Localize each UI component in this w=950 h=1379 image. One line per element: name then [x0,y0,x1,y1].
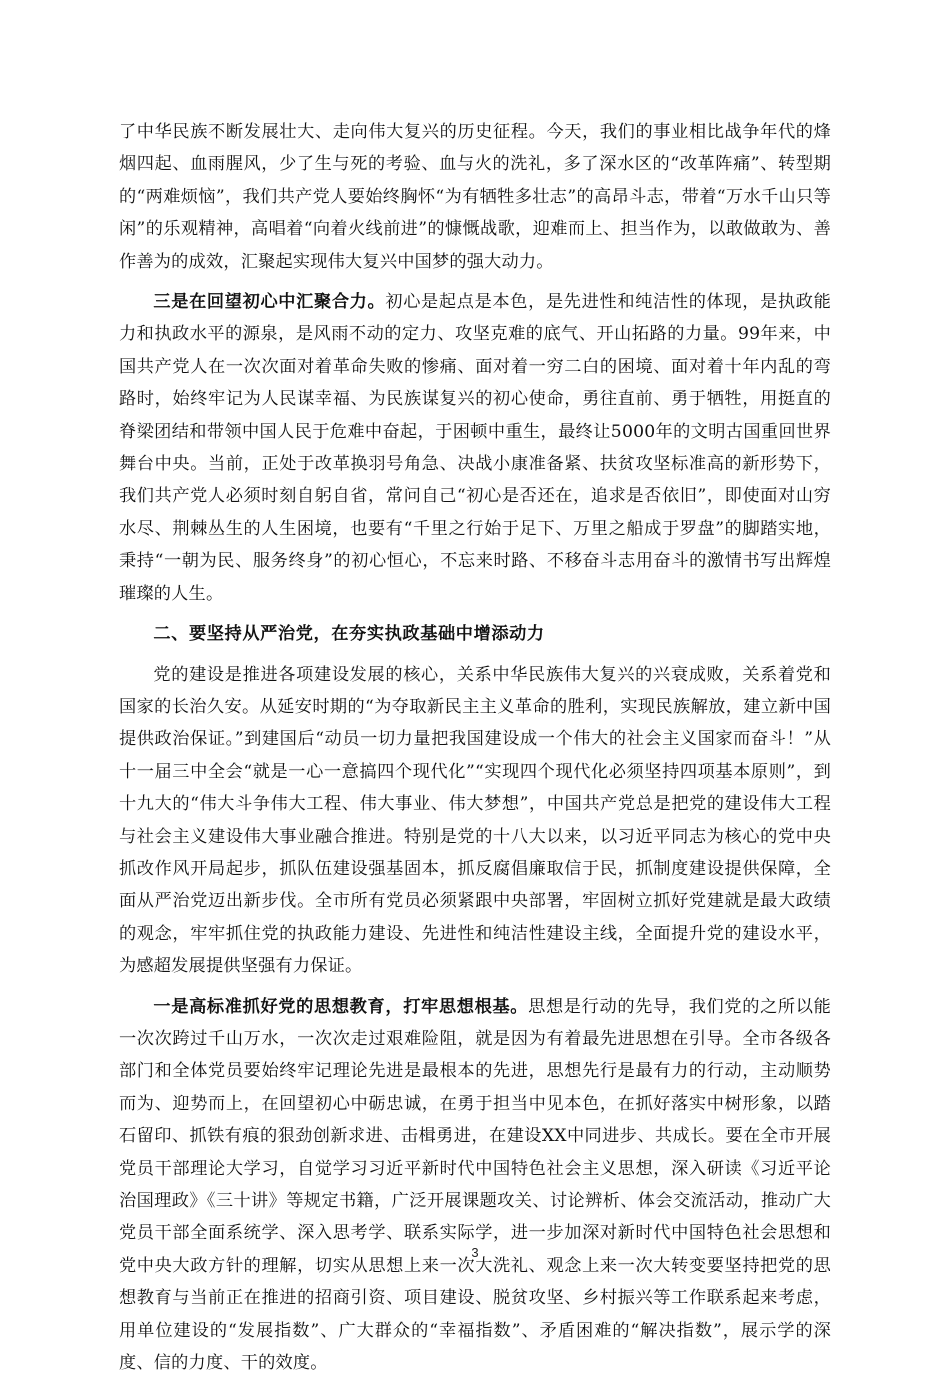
paragraph-point-three [119,286,831,610]
paragraph-point-one [119,991,831,1379]
paragraph-point-one-body: 思想是行动的先导，我们党的之所以能一次次跨过千山万水，一次次走过艰难险阻，就是因为有着最先进思想在引导。全市各级各部门和全体党员要始终牢记理论先进是最根本的先进，思想先行是最有力的行动，主动顺势而为、迎势而上，在回望初心中砺忠诚，在勇于担当中见本色，在抓好落实中树形象，以踏石留印、抓铁有痕的狠劲创新求进、击楫勇进，在建设XX中同进步、共成长。要在全市开展党员干部理论大学习，自觉学习习近平新时代中国特色社会主义思想，深入研读《习近平论治国理政》《三十讲》等规定书籍，广泛开展课题攻关、讨论辨析、体会交流活动，推动广大党员干部全面系统学、深入思考学、联系实际学，进一步加深对新时代中国特色社会思想和党中央大政方针的理解，切实从思想上来一次大洗礼、观念上来一次大转变要坚持把党的思想教育与当前正在推进的招商引资、项目建设、脱贫攻坚、乡村振兴等工作联系起来考虑，用单位建设的“发展指数”、广大群众的“幸福指数”、矛盾困难的“解决指数”，展示学的深度、信的力度、干的效度。 [119,996,831,1374]
section-two-heading: 二、要坚持从严治党，在夯实执政基础中增添动力 [153,624,545,645]
document-page [119,116,831,1379]
paragraph-point-one-lead: 一是高标准抓好党的思想教育，打牢思想根基。 [153,996,529,1017]
paragraph-point-three-body: 初心是起点是本色，是先进性和纯洁性的体现，是执政能力和执政水平的源泉，是风雨不动的定力、攻坚克难的底气、开山拓路的力量。99年来，中国共产党人在一次次面对着革命失败的惨痛、面对着一穷二白的困境、面对着十年内乱的弯路时，始终牢记为人民谋幸福、为民族谋复兴的初心使命，勇往直前、勇于牺牲，用挺直的脊梁团结和带领中国人民于危难中奋起，于困顿中重生，最终让5000年的文明古国重回世界舞台中央。当前，正处于改革换羽号角急、决战小康准备紧、扶贫攻坚标准高的新形势下，我们共产党人必须时刻自躬自省，常问自己“初心是否还在，追求是否依旧”，即使面对山穷水尽、荆棘丛生的人生困境，也要有“千里之行始于足下、万里之船成于罗盘”的脚踏实地，秉持“一朝为民、服务终身”的初心恒心，不忘来时路、不移奋斗志用奋斗的激情书写出辉煌璀璨的人生。 [119,292,831,604]
paragraph-point-three-lead: 三是在回望初心中汇聚合力。 [153,292,386,313]
page-number: 3 [471,1245,479,1260]
paragraph-party-building: 党的建设是推进各项建设发展的核心，关系中华民族伟大复兴的兴衰成败，关系着党和国家的长治久安。从延安时期的“为夺取新民主主义革命的胜利，实现民族解放，建立新中国提供政治保证。”到建国后“动员一切力量把我国建设成一个伟大的社会主义国家而奋斗！”从十一届三中全会“就是一心一意搞四个现代化”“实现四个现代化必须坚持四项基本原则”，到十九大的“伟大斗争伟大工程、伟大事业、伟大梦想”，中国共产党总是把党的建设伟大工程与社会主义建设伟大事业融合推进。特别是党的十八大以来，以习近平同志为核心的党中央抓改作风开局起步，抓队伍建设强基固本，抓反腐倡廉取信于民，抓制度建设提供保障，全面从严治党迈出新步伐。全市所有党员必须紧跟中央部署，牢固树立抓好党建就是最大政绩的观念，牢牢抓住党的执政能力建设、先进性和纯洁性建设主线，全面提升党的建设水平，为感超发展提供坚强有力保证。 [119,664,831,977]
paragraph-continuation: 了中华民族不断发展壮大、走向伟大复兴的历史征程。今天，我们的事业相比战争年代的烽烟四起、血雨腥风，少了生与死的考验、血与火的洗礼，多了深水区的“改革阵痛”、转型期的“两难烦恼”，我们共产党人要始终胸怀“为有牺牲多壮志”的高昂斗志，带着“万水千山只等闲”的乐观精神，高唱着“向着火线前进”的慷慨战歌，迎难而上、担当作为，以敢做敢为、善作善为的成效，汇聚起实现伟大复兴中国梦的强大动力。 [119,122,831,272]
